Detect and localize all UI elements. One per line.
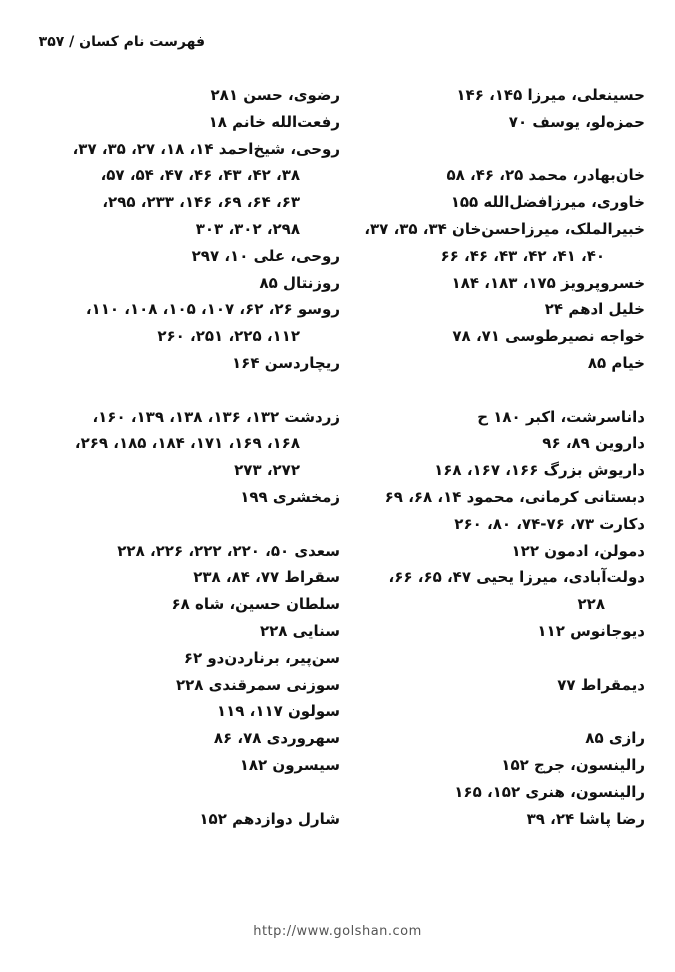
index-entry: روحی، علی ۱۰، ۲۹۷ (191, 246, 340, 265)
index-entry: خیام ۸۵ (587, 353, 645, 372)
spacer (345, 136, 645, 163)
index-entry: سهروردی ۷۸، ۸۶ (213, 729, 340, 748)
index-entry: رازی ۸۵ (585, 729, 645, 748)
index-entry: خلیل ادهم ۲۴ (544, 300, 645, 319)
index-entry: داروین ۸۹، ۹۶ (542, 434, 645, 453)
index-entry: روحی، شیخ‌احمد ۱۴، ۱۸، ۲۷، ۳۵، ۳۷، (72, 139, 340, 158)
index-entry-continuation: ۲۹۸، ۳۰۲، ۳۰۳ (195, 219, 300, 238)
index-entry: سن‌پیر، برناردن‌دو ۶۲ (183, 648, 340, 667)
index-column-right (345, 82, 645, 832)
index-entry: رضوی، حسن ۲۸۱ (210, 86, 340, 104)
index-entry-continuation: ۳۸، ۴۲، ۴۳، ۴۶، ۴۷، ۵۴، ۵۷، (100, 166, 300, 185)
index-entry: حمزه‌لو، یوسف ۷۰ (508, 112, 645, 131)
index-entry: دکارت ۷۳، ۷۶-۷۴، ۸۰، ۲۶۰ (454, 514, 645, 533)
spacer (78, 377, 340, 404)
index-entry: سلطان حسین، شاه ۶۸ (171, 595, 340, 614)
index-entry-continuation: ۲۲۸ (577, 595, 605, 614)
index-entry: سوزنی سمرقندی ۲۲۸ (175, 675, 340, 694)
index-entry-continuation: ۱۶۸، ۱۶۹، ۱۷۱، ۱۸۴، ۱۸۵، ۲۶۹، (74, 434, 300, 453)
index-entry: ریچاردسن ۱۶۴ (232, 353, 340, 372)
index-entry: روزنتال ۸۵ (259, 273, 340, 292)
spacer (345, 698, 645, 725)
footer-url: http://www.golshan.com (253, 924, 422, 939)
index-entry: زمخشری ۱۹۹ (240, 487, 340, 506)
index-entry: خان‌بهادر، محمد ۲۵، ۴۶، ۵۸ (446, 166, 645, 185)
index-entry: داریوش بزرگ ۱۶۶، ۱۶۷، ۱۶۸ (434, 461, 645, 480)
spacer (345, 377, 645, 404)
spacer (345, 645, 645, 672)
index-entry: دیمقراط ۷۷ (557, 675, 645, 694)
index-entry: زردشت ۱۳۲، ۱۳۶، ۱۳۸، ۱۳۹، ۱۶۰، (92, 407, 340, 426)
index-entry: حسینعلی، میرزا ۱۴۵، ۱۴۶ (456, 86, 645, 104)
index-entry: رفعت‌الله خانم ۱۸ (208, 112, 340, 131)
spacer (78, 511, 340, 538)
spacer (78, 779, 340, 806)
index-entry: سنایی ۲۲۸ (259, 621, 340, 640)
index-entry: خسروپرویز ۱۷۵، ۱۸۳، ۱۸۴ (451, 273, 645, 292)
index-entry: سعدی ۵۰، ۲۲۰، ۲۲۲، ۲۲۶، ۲۲۸ (117, 541, 340, 560)
index-entry: دمولن، ادمون ۱۲۲ (511, 541, 645, 560)
index-entry-continuation: ۴۰، ۴۱، ۴۲، ۴۳، ۴۶، ۶۶ (440, 246, 605, 265)
index-entry: شارل دوازدهم ۱۵۲ (199, 809, 340, 828)
index-entry-continuation: ۱۱۲، ۲۲۵، ۲۵۱، ۲۶۰ (157, 327, 300, 346)
index-entry: خواجه نصیرطوسی ۷۱، ۷۸ (452, 327, 645, 346)
index-entry-continuation: ۶۳، ۶۴، ۶۹، ۱۴۶، ۲۳۳، ۲۹۵، (102, 193, 300, 212)
index-entry: سیسرون ۱۸۲ (239, 755, 340, 774)
index-entry: روسو ۲۶، ۶۲، ۱۰۷، ۱۰۵، ۱۰۸، ۱۱۰، (85, 300, 340, 319)
index-entry: خبیرالملک، میرزاحسن‌خان ۳۴، ۳۵، ۳۷، (364, 219, 645, 238)
index-entry: سولون ۱۱۷، ۱۱۹ (216, 702, 340, 721)
index-entry: سقراط ۷۷، ۸۴، ۲۳۸ (193, 568, 340, 587)
index-entry: خاوری، میرزافضل‌الله ۱۵۵ (450, 193, 645, 212)
index-entry: رالینسون، هنری ۱۵۲، ۱۶۵ (454, 782, 645, 801)
index-entry: دبستانی کرمانی، محمود ۱۴، ۶۸، ۶۹ (384, 487, 645, 506)
index-entry: رالینسون، جرج ۱۵۲ (501, 755, 645, 774)
index-column-left (72, 82, 340, 832)
index-entry: رضا پاشا ۲۴، ۳۹ (526, 809, 645, 828)
page-header: فهرست نام کسان / ۳۵۷ (38, 34, 205, 50)
index-entry: دولت‌آبادی، میرزا یحیی ۴۷، ۶۵، ۶۶، (388, 568, 645, 587)
index-entry-continuation: ۲۷۲، ۲۷۳ (234, 461, 300, 480)
index-entry: دیوجانوس ۱۱۲ (537, 621, 645, 640)
index-entry: داناسرشت، اکبر ۱۸۰ ح (477, 407, 645, 426)
